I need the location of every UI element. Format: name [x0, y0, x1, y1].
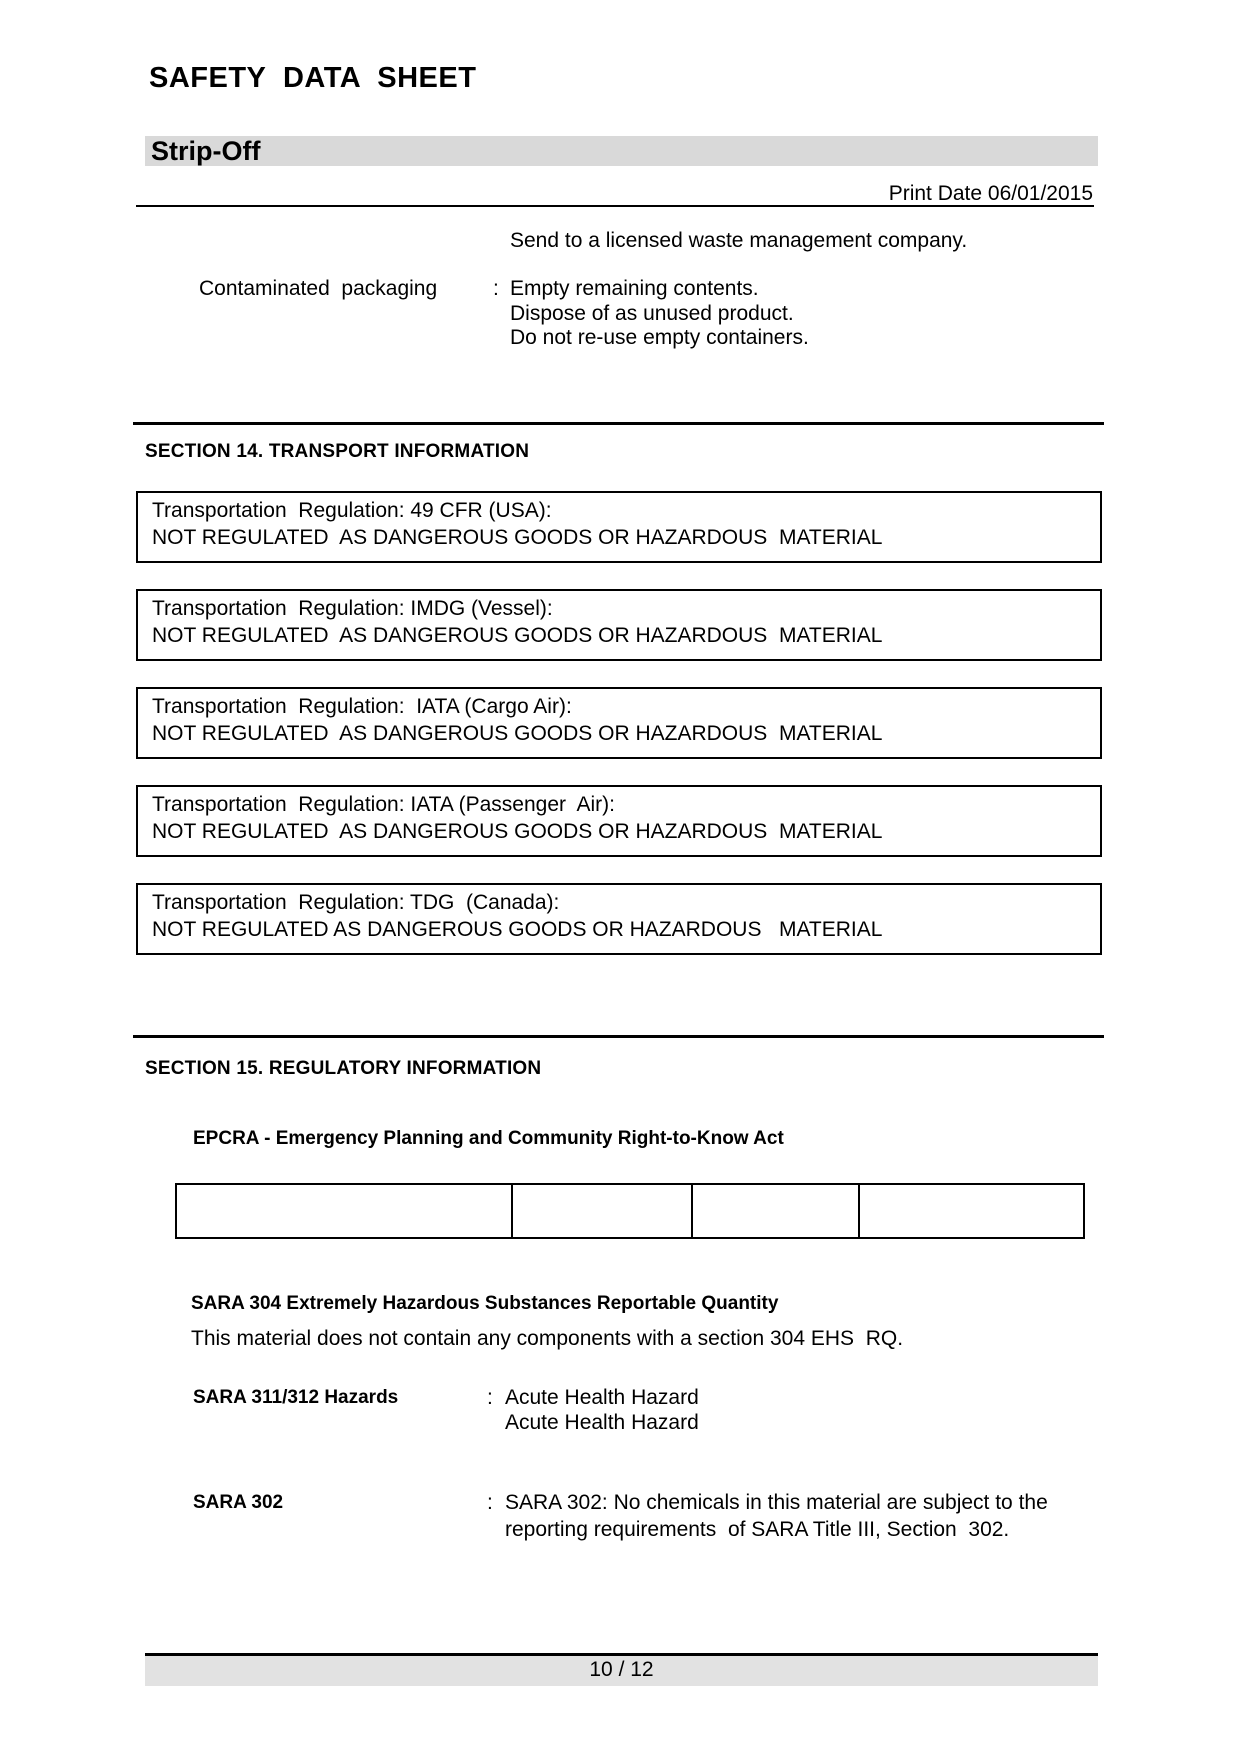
sara302-line: SARA 302: No chemicals in this material are subject to the	[505, 1491, 1048, 1514]
transport-regulation: Transportation Regulation: IATA (Cargo Air):	[152, 695, 572, 718]
transport-box-49cfr	[136, 491, 1102, 563]
document-title: SAFETY DATA SHEET	[149, 62, 477, 94]
transport-box-tdg	[136, 883, 1102, 955]
transport-status: NOT REGULATED AS DANGEROUS GOODS OR HAZARDOUS MATERIAL	[152, 526, 883, 549]
transport-status: NOT REGULATED AS DANGEROUS GOODS OR HAZARDOUS MATERIAL	[152, 820, 883, 843]
contaminated-packaging-line: Empty remaining contents.	[510, 277, 759, 300]
print-date: Print Date 06/01/2015	[888, 182, 1093, 205]
sara304-text: This material does not contain any components with a section 304 EHS RQ.	[191, 1327, 904, 1350]
sara302-separator: :	[487, 1491, 493, 1514]
transport-regulation: Transportation Regulation: IATA (Passenger Air):	[152, 793, 615, 816]
section14-heading: SECTION 14. TRANSPORT INFORMATION	[145, 441, 530, 462]
sara304-heading: SARA 304 Extremely Hazardous Substances Reportable Quantity	[191, 1293, 779, 1314]
transport-regulation: Transportation Regulation: 49 CFR (USA):	[152, 499, 552, 522]
epcra-table-cell	[860, 1185, 1083, 1237]
sara302-label: SARA 302	[193, 1492, 284, 1513]
transport-status: NOT REGULATED AS DANGEROUS GOODS OR HAZARDOUS MATERIAL	[152, 624, 883, 647]
transport-status: NOT REGULATED AS DANGEROUS GOODS OR HAZARDOUS MATERIAL	[152, 722, 883, 745]
sara311-label: SARA 311/312 Hazards	[193, 1387, 399, 1408]
section15-heading: SECTION 15. REGULATORY INFORMATION	[145, 1058, 542, 1079]
section15-divider	[133, 1035, 1104, 1038]
sara311-separator: :	[487, 1386, 493, 1409]
epcra-table-cell	[513, 1185, 693, 1237]
disposal-continuation-line: Send to a licensed waste management company.	[510, 229, 968, 252]
epcra-table-cell	[177, 1185, 513, 1237]
product-name: Strip-Off	[151, 136, 261, 166]
transport-regulation: Transportation Regulation: TDG (Canada):	[152, 891, 560, 914]
contaminated-packaging-line: Do not re-use empty containers.	[510, 326, 809, 349]
footer-bar	[145, 1653, 1098, 1686]
contaminated-packaging-separator: :	[493, 277, 499, 300]
epcra-table-cell	[693, 1185, 860, 1237]
header-divider	[136, 205, 1094, 207]
page-number: 10 / 12	[589, 1658, 654, 1681]
sara302-line: reporting requirements of SARA Title III, Section 302.	[505, 1518, 1010, 1541]
transport-box-imdg	[136, 589, 1102, 661]
transport-box-iata-passenger	[136, 785, 1102, 857]
epcra-heading: EPCRA - Emergency Planning and Community Right-to-Know Act	[193, 1128, 784, 1149]
epcra-table	[175, 1183, 1085, 1239]
contaminated-packaging-line: Dispose of as unused product.	[510, 302, 794, 325]
section14-divider	[133, 422, 1104, 425]
product-name-bar	[145, 136, 1098, 166]
transport-regulation: Transportation Regulation: IMDG (Vessel):	[152, 597, 553, 620]
transport-box-iata-cargo	[136, 687, 1102, 759]
sara311-line: Acute Health Hazard	[505, 1411, 699, 1434]
transport-status: NOT REGULATED AS DANGEROUS GOODS OR HAZARDOUS MATERIAL	[152, 918, 883, 941]
sara311-line: Acute Health Hazard	[505, 1386, 699, 1409]
contaminated-packaging-label: Contaminated packaging	[199, 277, 438, 300]
